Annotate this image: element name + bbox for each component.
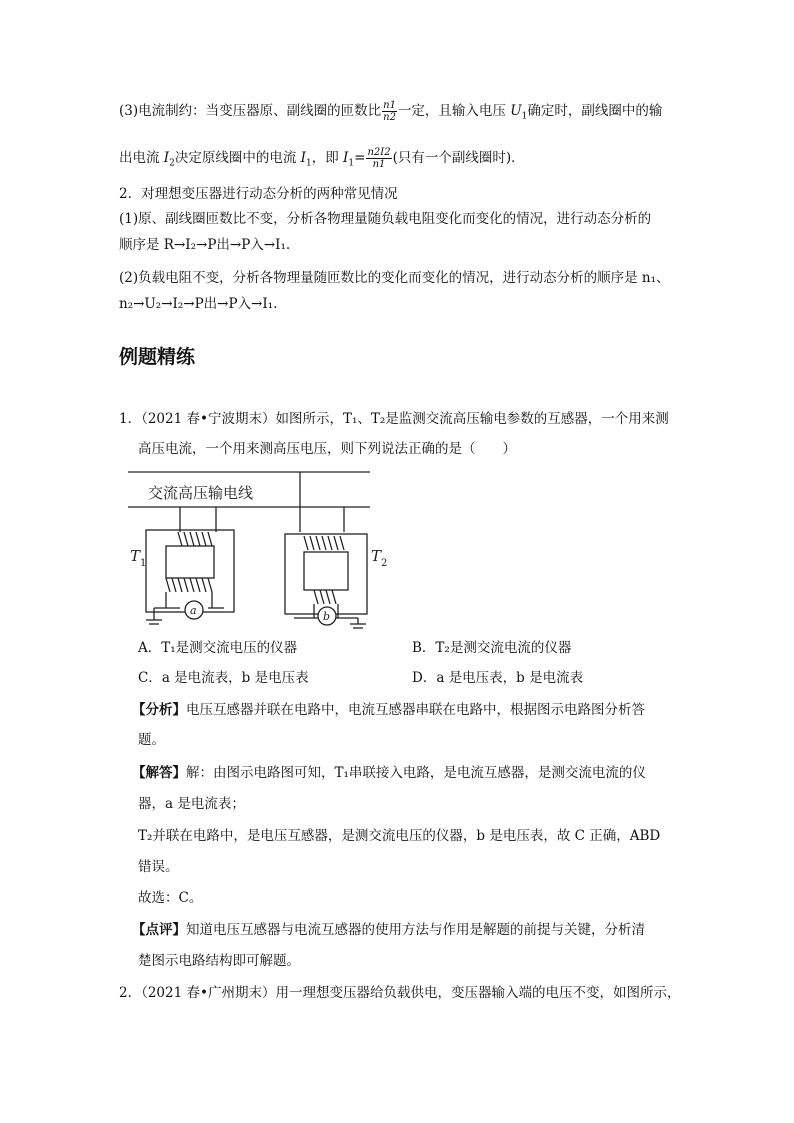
example-heading: 例题精练 bbox=[119, 346, 196, 368]
t2-sub: 2 bbox=[381, 558, 388, 569]
answer-line1: 【解答】解：由图示电路图可知，T₁串联接入电路，是电流互感器，是测交流电流的仪 bbox=[132, 765, 646, 781]
transmission-line-label: 交流高压输电线 bbox=[148, 484, 254, 502]
answer-line3: T₂并联在电路中，是电压互感器，是测交流电压的仪器，b 是电压表，故 C 正确，ABD bbox=[138, 828, 661, 844]
paragraph-current-constraint-line2: 出电流 $I_2$决定原线圈中的电流 $I_1$，即 $I_1=$ $\frac{n2I2}{n1}$ (只有一个副线圈时)． bbox=[119, 147, 525, 170]
q2-line1: 2．（2021 春•广州期末）用一理想变压器给负载供电，变压器输入端的电压不变，如图所示， bbox=[119, 985, 681, 1001]
option-b: B．T₂是测交流电流的仪器 bbox=[412, 640, 572, 656]
t1-label: T bbox=[130, 547, 141, 565]
analysis-line1: 【分析】电压互感器并联在电路中，电流互感器串联在电路中，根据图示电路图分析答 bbox=[132, 702, 645, 718]
case1-line1: (1)原、副线圈匝数比不变，分析各物理量随负载电阻变化而变化的情况，进行动态分析的 bbox=[119, 211, 652, 227]
comment-line2: 楚图示电路结构即可解题。 bbox=[138, 953, 300, 969]
paragraph-current-constraint: (3)电流制约：当变压器原、副线圈的匝数比 $\frac{n1}{n2}$ 一定，且输入电压 $U_1$确定时，副线圈中的输 bbox=[119, 100, 663, 123]
case1-line2: 顺序是 R→I₂→P出→P入→I₁. bbox=[119, 237, 291, 253]
q1-line1: 1．（2021 春•宁波期末）如图所示，T₁、T₂是监测交流高压输电参数的互感器，一个用来测 bbox=[119, 411, 669, 427]
subheading-dynamic-analysis: 2．对理想变压器进行动态分析的两种常见情况 bbox=[119, 186, 398, 202]
q1-line2: 高压电流，一个用来测高压电压，则下列说法正确的是（ ） bbox=[138, 441, 516, 457]
case2-line2: n₂→U₂→I₂→P出→P入→I₁. bbox=[119, 296, 278, 312]
meter-b-label: b bbox=[323, 610, 331, 623]
case2-line1: (2)负载电阻不变，分析各物理量随匝数比的变化而变化的情况，进行动态分析的顺序是 n₁、 bbox=[119, 270, 670, 286]
answer-line5: 故选：C。 bbox=[138, 890, 203, 906]
option-a: A．T₁是测交流电压的仪器 bbox=[138, 640, 298, 656]
comment-line1: 【点评】知道电压互感器与电流互感器的使用方法与作用是解题的前提与关键，分析清 bbox=[132, 922, 645, 938]
answer-line2: 器，a 是电流表； bbox=[138, 796, 245, 812]
answer-line4: 错误。 bbox=[138, 859, 179, 875]
transformer-circuit-figure bbox=[128, 460, 388, 630]
t1-sub: 1 bbox=[140, 558, 147, 569]
option-c: C．a 是电流表，b 是电压表 bbox=[138, 670, 309, 686]
meter-a-label: a bbox=[190, 604, 197, 617]
current-ratio-fraction: $\frac{n2I2}{n1}$ bbox=[367, 147, 391, 170]
turns-ratio-fraction: $\frac{n1}{n2}$ bbox=[383, 100, 396, 123]
t2-label: T bbox=[371, 547, 382, 565]
analysis-line2: 题。 bbox=[138, 732, 165, 748]
option-d: D．a 是电压表，b 是电流表 bbox=[412, 670, 584, 686]
